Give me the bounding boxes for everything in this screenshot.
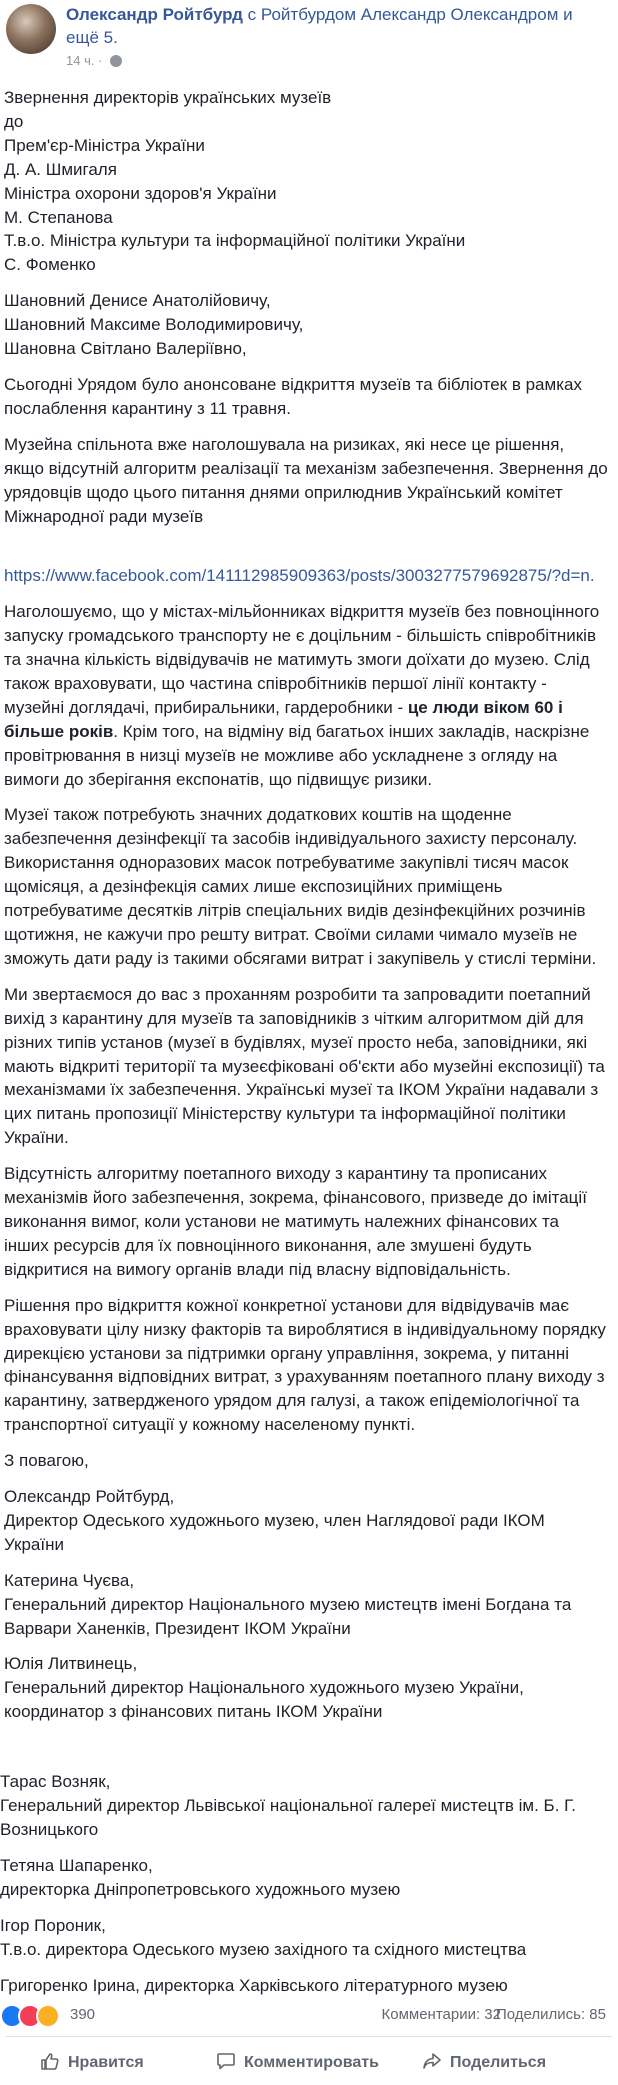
- comment-count[interactable]: Комментарии: 32: [381, 2006, 501, 2023]
- share-label: Поделиться: [450, 2054, 547, 2071]
- paragraph-text: Наголошуємо, що у містах-мільйонниках відкриття музеїв без повноцінного запуску громадського транспорту не є доцільним - більшість співробітників та значна кількість відвідувачів не матимуть змоги доїхати до музею. Слід також враховувати, що частина співробітників першої лінії контакту - музейні доглядачі, прибиральники, гардеробники -: [4, 602, 600, 717]
- post-paragraph: Музейна спільнота вже наголошувала на ризиках, які несе це рішення, якщо відсутній алгоритм реалізації та механізм забезпечення. Звернення до урядовців щодо цього питання днями оприлюднив Український комітет Міжнародної ради музеїв: [4, 434, 608, 526]
- paragraph-bold-text: це люди віком 60 і більше років: [4, 697, 563, 741]
- post-paragraph: Відсутність алгоритму поетапного виходу з карантину та прописаних механізмів його забезпечення, зокрема, фінансового, призведе до імітації виконання вимог, коли установи не матимуть належних фінансових та інших ресурсів для їх повноцінного виконання, але змушені будуть відкритися на вимогу органів влади під власну відповідальність.: [4, 1164, 587, 1279]
- signature-block: Юлія Литвинець, Генеральний директор Національного художнього музею України, координатор з фінансових питань ІКОМ України: [4, 1654, 524, 1722]
- share-count[interactable]: Поделились: 85: [496, 2006, 606, 2023]
- thumbs-up-icon: [40, 2051, 60, 2071]
- post-paragraph: Рішення про відкриття кожної конкретної установи для відвідувачів має враховувати цілу низку факторів та вироблятися в індивідуальному порядку дирекцією установи за підтримки органу управління, зокрема, у питанні фінансування відповідних витрат, з урахуванням поетапного плану виходу з карантину, затвердженого урядом для галузі, а також епідеміологічної та транспортної ситуації у кожному населеному пункті.: [4, 1295, 606, 1435]
- signature-block: Тетяна Шапаренко, директорка Дніпропетровського художнього музею: [0, 1856, 401, 1899]
- post-paragraph: Музеї також потребують значних додаткових коштів на щоденне забезпечення дезінфекції та засобів індивідуального захисту персоналу. Використання одноразових масок потребуватиме закупівлі тисяч масок щомісяця, а дезінфекція самих лише експозиційних приміщень потребуватиме десятків літрів спеціальних видів дезінфекційних розчинів щотижня, не кажучи про решту витрат. Своїми силами чимало музеїв не зможуть дати раду із такими обсягами витрат і закупівель у стислі терміни.: [4, 805, 597, 968]
- signature-block: Тарас Возняк, Генеральний директор Львівської національної галереї мистецтв ім. Б. Г. Возницького: [0, 1772, 576, 1839]
- like-button[interactable]: [40, 2043, 144, 2083]
- post-paragraph: Ми звертаємося до вас з проханням розробити та запровадити поетапний вихід з карантину для музеїв та заповідників з чітким алгоритмом дій для різних типів установ (музеї в будівлях, музеї просто неба, заповідники, які мають відкриті території та музеєфіковані об'єкти або музейні експозиції) та механізмами їх забезпечення. Українські музеї та ІКОМ України надавали з цих питань пропозиції Міністерству культури та інформаційної політики України.: [4, 984, 605, 1148]
- author-name-link[interactable]: Олександр Ройтбурд: [66, 5, 243, 24]
- see-more-fade: [0, 1745, 618, 1767]
- comment-button[interactable]: [216, 2043, 379, 2083]
- reaction-count[interactable]: 390: [70, 2006, 96, 2023]
- author-line: [66, 3, 606, 49]
- like-label: Нравится: [68, 2054, 144, 2071]
- signature-block: Ігор Пороник, Т.в.о. директора Одеського музею західного та східного мистецтва: [0, 1916, 527, 1959]
- signature-block: Олександр Ройтбурд, Директор Одеського художнього музею, член Наглядової ради ІКОМ України: [4, 1487, 545, 1554]
- post-meta: [66, 53, 122, 69]
- divider: [6, 2036, 612, 2037]
- globe-icon: [110, 55, 122, 67]
- post-paragraph: Сьогодні Урядом було анонсоване відкриття музеїв та бібліотек в рамках послаблення карантину з 11 травня.: [4, 374, 582, 418]
- share-arrow-icon: [422, 2051, 442, 2071]
- paragraph-text: . Крім того, на відміну від багатьох інших закладів, наскрізне провітрювання в низці музеїв не можливе або ускладнене з огляду на вимоги до зберігання експонатів, що підвищує ризики.: [4, 721, 590, 789]
- comment-icon: [216, 2051, 236, 2071]
- post-timestamp[interactable]: 14 ч.: [66, 53, 95, 68]
- facebook-post-link[interactable]: https://www.facebook.com/141112985909363/posts/3003277579692875/?d=n.: [4, 566, 595, 586]
- tagged-people-link[interactable]: с Ройтбурдом Александр Олександром и ещё 5.: [66, 5, 573, 47]
- post-paragraph: Шановний Денисе Анатолійовичу, Шановний Максиме Володимировичу, Шановна Світлано Валеріївно,: [4, 291, 304, 359]
- meta-separator: ·: [98, 53, 107, 68]
- post-body: [4, 86, 608, 1724]
- post-paragraph: Звернення директорів українських музеїв до Прем'єр-Міністра України Д. А. Шмигаля Міністра охорони здоров'я України М. Степанова Т.в.о. Міністра культури та інформаційної політики України С. Фоменко: [4, 88, 466, 275]
- signature-block: Катерина Чуєва, Генеральний директор Національного музею мистецтв імені Богдана та Варвари Ханенків, Президент ІКОМ України: [4, 1570, 572, 1638]
- share-button[interactable]: [422, 2043, 546, 2083]
- post-stats: [0, 1999, 618, 2031]
- post-paragraph: [4, 600, 608, 791]
- post-paragraph: З повагою,: [4, 1451, 89, 1471]
- continued-text: [0, 1770, 610, 1998]
- care-reaction-icon[interactable]: [36, 2004, 60, 2028]
- post-header: [0, 0, 618, 68]
- post-paragraph: [4, 540, 608, 588]
- author-avatar[interactable]: [6, 4, 56, 54]
- action-bar: [0, 2043, 618, 2083]
- signature-block: Григоренко Ірина, директорка Харківського літературного музею: [0, 1976, 508, 1995]
- comment-label: Комментировать: [244, 2054, 379, 2071]
